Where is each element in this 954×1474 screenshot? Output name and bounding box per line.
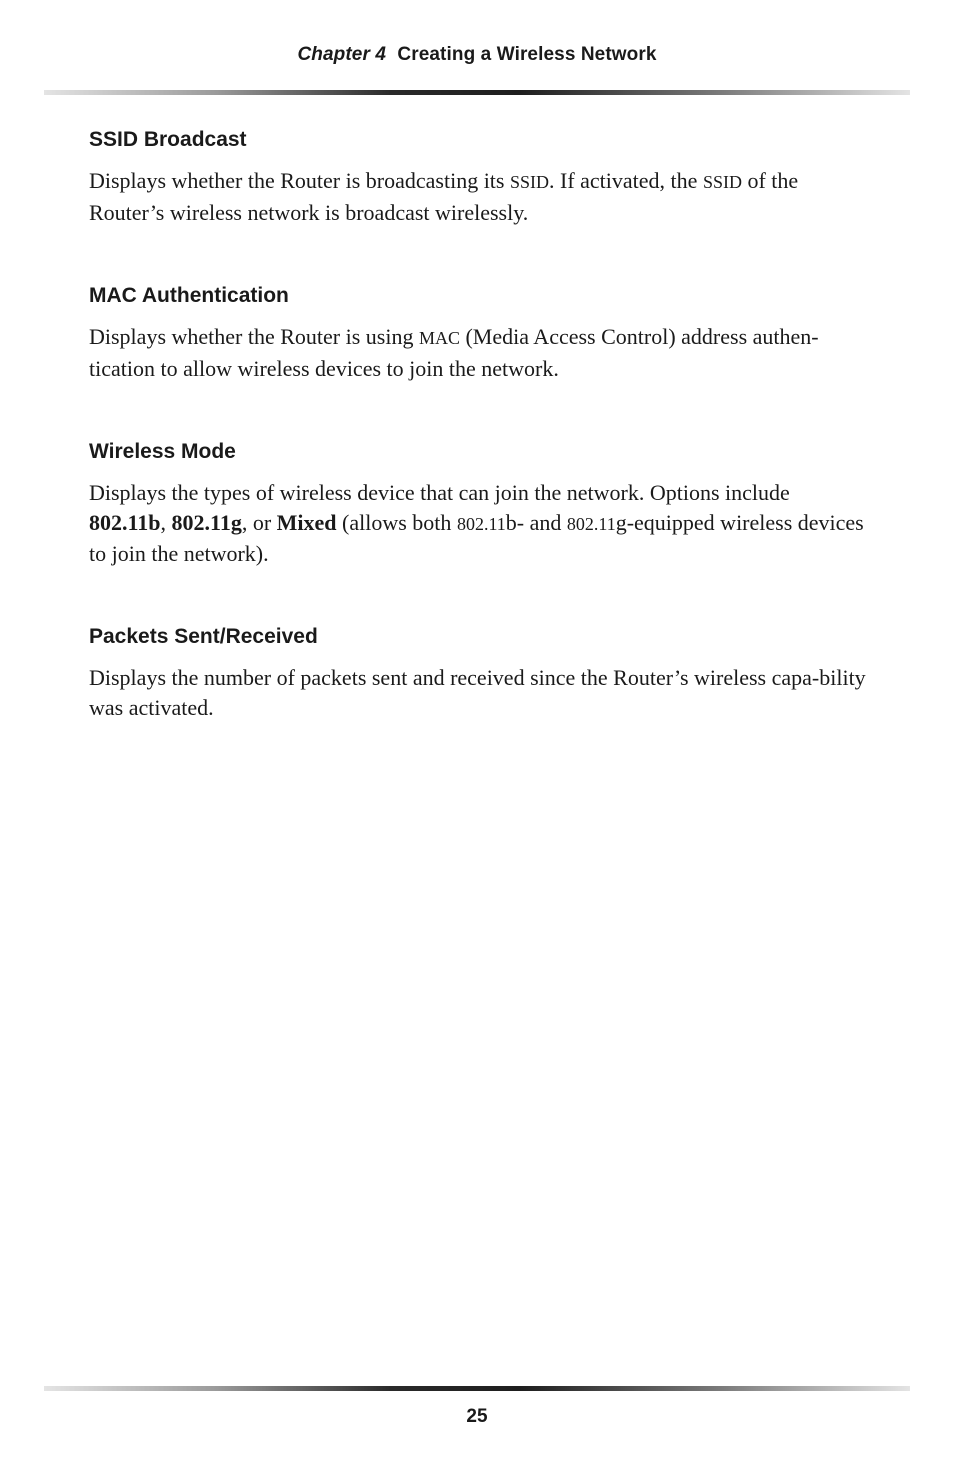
body-text: b- and (505, 509, 567, 535)
section-wireless-mode (89, 440, 869, 569)
body-text: , or (241, 509, 277, 535)
section-body (89, 322, 869, 383)
section-heading: MAC Authentication (89, 284, 289, 307)
section-body (89, 663, 869, 722)
running-header (0, 44, 954, 66)
chapter-label: Chapter 4 (297, 44, 387, 65)
header-divider (44, 90, 910, 95)
section-heading: SSID Broadcast (89, 128, 247, 151)
ssid-term: SSID (702, 172, 742, 192)
mode-option-80211b: 802.11b (89, 509, 161, 535)
body-text: (Media Access Control) address authen-tication to allow wireless devices to join the network. (89, 324, 819, 381)
section-ssid-broadcast (89, 128, 869, 227)
section-heading: Wireless Mode (89, 440, 236, 463)
section-mac-authentication (89, 284, 869, 383)
page-number: 25 (466, 1406, 488, 1427)
body-text: , (160, 509, 172, 535)
body-text: Displays whether the Router is broadcasting its (89, 168, 510, 193)
ssid-term: SSID (509, 172, 549, 192)
chapter-title: Creating a Wireless Network (397, 44, 657, 65)
mac-term: MAC (418, 328, 460, 348)
body-text: Displays the number of packets sent and received since the Router’s wireless capa-bility was activated. (89, 665, 866, 720)
section-body (89, 166, 869, 227)
body-text: Displays whether the Router is using (89, 324, 419, 349)
body-text: . If activated, the (549, 168, 703, 193)
body-text: Displays the types of wireless device that can join the network. Options include (89, 480, 790, 505)
body-text: g-equipped wireless devices to join the network). (89, 509, 864, 566)
standard-number: 802.11 (566, 513, 616, 534)
section-heading: Packets Sent/Received (89, 625, 318, 648)
body-text: of the Router’s wireless network is broadcast wirelessly. (89, 168, 799, 225)
section-packets-sent-received (89, 625, 869, 722)
standard-number: 802.11 (456, 513, 506, 534)
mode-option-80211g: 802.11g (171, 509, 242, 535)
mode-option-mixed: Mixed (276, 509, 337, 535)
body-text: (allows both (336, 509, 457, 535)
section-body (89, 478, 869, 569)
footer-divider (44, 1386, 910, 1391)
